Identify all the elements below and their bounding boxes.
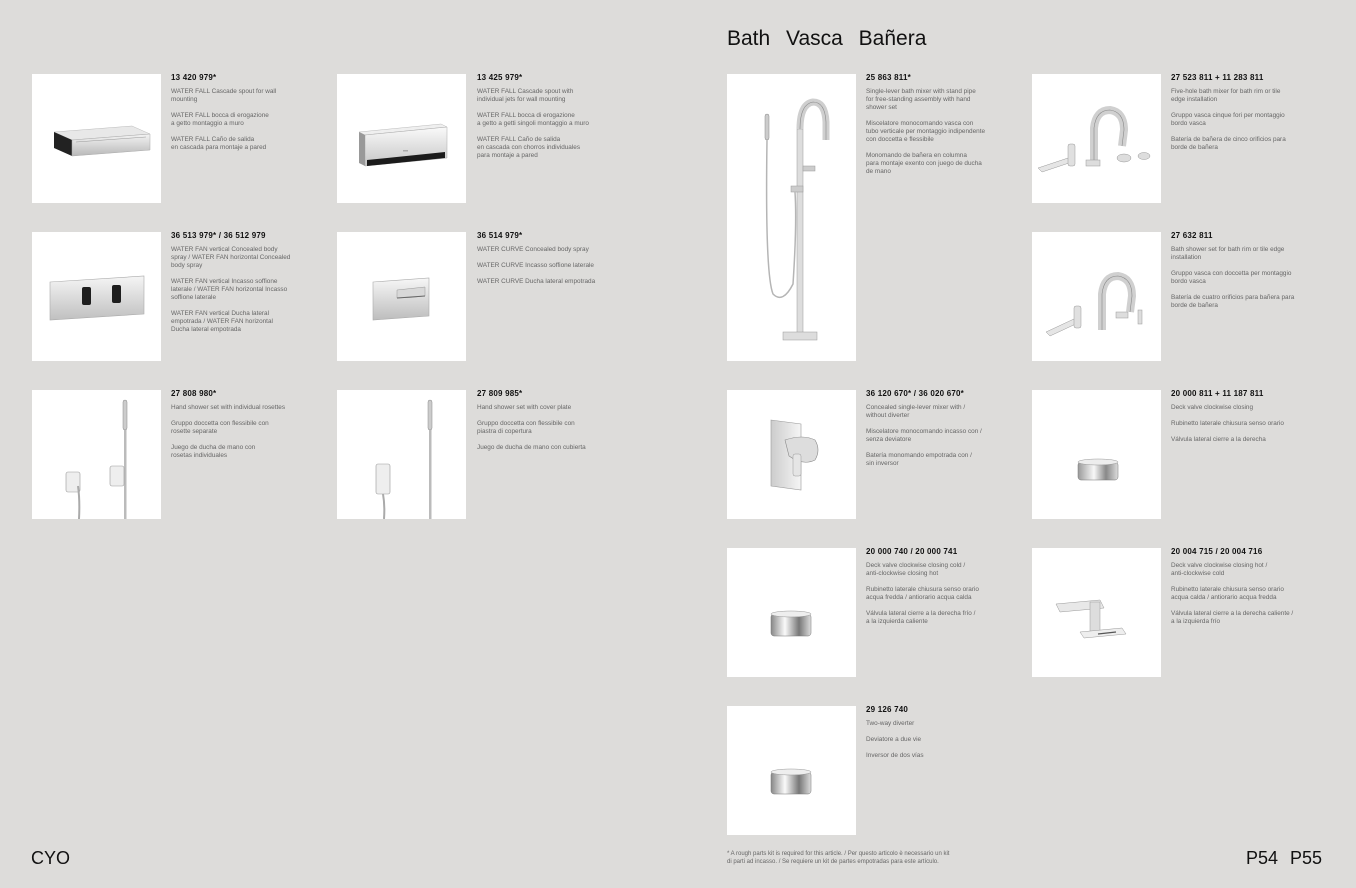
description-es: Válvula lateral cierre a la derecha xyxy=(1171,436,1266,443)
hand-shower-plate-icon xyxy=(337,390,466,519)
description-en: Two-way diverter xyxy=(866,720,915,727)
description-en: WATER FALL Cascade spout for wall mounting xyxy=(171,88,277,103)
description-en: Deck valve clockwise closing xyxy=(1171,404,1254,411)
product-image xyxy=(1032,548,1161,677)
product-code: 20 004 715 / 20 004 716 xyxy=(1171,547,1263,556)
product-code: 20 000 740 / 20 000 741 xyxy=(866,547,958,556)
description-it: Gruppo doccetta con flessibile con piastra di copertura xyxy=(477,420,575,435)
product-code: 27 809 985* xyxy=(477,389,523,398)
deck-valve-lever-icon xyxy=(1032,548,1161,677)
description-it: Miscelatore monocomando incasso con / senza deviatore xyxy=(866,428,982,443)
deck-valve-icon xyxy=(1032,390,1161,519)
description-en: Hand shower set with cover plate xyxy=(477,404,572,411)
description-es: WATER FALL Caño de salida en cascada con chorros individuales para montaje a pared xyxy=(477,136,581,159)
footnote: * A rough parts kit is required for this article. / Per questo articolo è necessario un kit di parti ad incasso. / Se requiere un kit de partes empotradas para este artículo. xyxy=(727,851,950,865)
product-code: 36 120 670* / 36 020 670* xyxy=(866,389,964,398)
description-it: WATER FAN vertical Incasso soffione laterale / WATER FAN horizontal Incasso soffione laterale xyxy=(171,278,288,301)
product-code: 20 000 811 + 11 187 811 xyxy=(1171,389,1264,398)
product-image xyxy=(337,232,466,361)
product-code: 27 808 980* xyxy=(171,389,217,398)
product-info xyxy=(866,389,1006,476)
description-it: Rubinetto laterale chiusura senso orario xyxy=(1171,420,1284,427)
description-es: Batería de cuatro orificios para bañera para borde de bañera xyxy=(1171,294,1295,309)
product-info xyxy=(1171,231,1311,318)
description-es: WATER CURVE Ducha lateral empotrada xyxy=(477,278,596,285)
description-es: Válvula lateral cierre a la derecha frío / a la izquierda caliente xyxy=(866,610,976,625)
product-image xyxy=(1032,232,1161,361)
product-code: 13 420 979* xyxy=(171,73,217,82)
description-es: Batería de bañera de cinco orificios para borde de bañera xyxy=(1171,136,1286,151)
two-way-diverter-icon xyxy=(727,706,856,835)
description-it: Gruppo vasca con doccetta per montaggio bordo vasca xyxy=(1171,270,1292,285)
description-it: Miscelatore monocomando vasca con tubo verticale per montaggio indipendente con doccetta e flessibile xyxy=(866,120,986,143)
section-title: Bath Vasca Bañera xyxy=(727,27,927,50)
product-info xyxy=(477,389,617,460)
product-info xyxy=(866,547,1006,634)
product-code: 29 126 740 xyxy=(866,705,909,714)
product-image xyxy=(32,232,161,361)
hand-shower-set-icon xyxy=(32,390,161,519)
description-es: WATER FALL Caño de salida en cascada para montaje a pared xyxy=(171,136,267,151)
description-es: Válvula lateral cierre a la derecha caliente / a la izquierda frío xyxy=(1171,610,1294,625)
free-standing-bath-mixer-icon xyxy=(727,74,856,361)
description-en: WATER CURVE Concealed body spray xyxy=(477,246,589,253)
product-info xyxy=(866,705,1006,768)
description-it: WATER FALL bocca di erogazione a getto a getti singoli montaggio a muro xyxy=(477,112,589,127)
description-it: Gruppo vasca cinque fori per montaggio bordo vasca xyxy=(1171,112,1285,127)
product-info xyxy=(866,73,1006,184)
description-it: Deviatore a due vie xyxy=(866,736,922,743)
product-code: 36 513 979* / 36 512 979 xyxy=(171,231,266,240)
product-code: 25 863 811* xyxy=(866,73,911,82)
product-image xyxy=(727,390,856,519)
description-en: Bath shower set for bath rim or tile edge installation xyxy=(1171,246,1285,261)
description-it: Gruppo doccetta con flessibile con rosette separate xyxy=(171,420,269,435)
curve-body-spray-icon xyxy=(337,232,466,361)
product-code: 36 514 979* xyxy=(477,231,523,240)
product-image xyxy=(727,548,856,677)
page-number-left: P54 xyxy=(1245,848,1278,868)
description-it: Rubinetto laterale chiusura senso orario acqua fredda / antiorario acqua calda xyxy=(866,586,979,601)
product-image xyxy=(337,390,466,519)
description-en: Deck valve clockwise closing hot / anti-clockwise cold xyxy=(1171,562,1268,577)
description-it: WATER FALL bocca di erogazione a getto montaggio a muro xyxy=(171,112,269,127)
product-info xyxy=(477,231,617,294)
description-it: Rubinetto laterale chiusura senso orario acqua calda / antiorario acqua fredda xyxy=(1171,586,1284,601)
product-info xyxy=(1171,73,1311,160)
product-info xyxy=(477,73,617,168)
description-it: WATER CURVE Incasso soffione laterale xyxy=(477,262,594,269)
product-code: 27 523 811 + 11 283 811 xyxy=(1171,73,1264,82)
deck-valve-round-icon xyxy=(727,548,856,677)
brand-name: CYO xyxy=(31,848,71,868)
description-en: Five-hole bath mixer for bath rim or tile edge installation xyxy=(1171,88,1281,103)
product-info xyxy=(171,73,311,160)
description-es: Juego de ducha de mano con rosetas individuales xyxy=(171,444,256,459)
product-info xyxy=(171,389,311,468)
description-es: Batería monomando empotrada con / sin inversor xyxy=(866,452,972,467)
product-code: 13 425 979* xyxy=(477,73,523,82)
description-en: WATER FALL Cascade spout with individual jets for wall mounting xyxy=(477,88,574,103)
description-en: Hand shower set with individual rosettes xyxy=(171,404,286,411)
product-info xyxy=(1171,547,1311,634)
description-es: Inversor de dos vías xyxy=(866,752,924,759)
page-number-right: P55 xyxy=(1289,848,1322,868)
page-numbers xyxy=(1234,848,1322,869)
description-es: Juego de ducha de mano con cubierta xyxy=(477,444,586,451)
product-image xyxy=(727,706,856,835)
product-info xyxy=(1171,389,1311,452)
product-code: 27 632 811 xyxy=(1171,231,1213,240)
body-spray-panel-icon xyxy=(32,232,161,361)
five-hole-bath-mixer-icon xyxy=(1032,74,1161,203)
product-image xyxy=(1032,390,1161,519)
product-image xyxy=(32,74,161,203)
description-en: Concealed single-lever mixer with / without diverter xyxy=(866,404,966,419)
product-info xyxy=(171,231,311,342)
product-image xyxy=(32,390,161,519)
product-image xyxy=(337,74,466,203)
cascade-spout-jets-icon xyxy=(337,74,466,203)
description-es: WATER FAN vertical Ducha lateral empotrada / WATER FAN horizontal Ducha lateral empotrada xyxy=(171,310,273,333)
product-image xyxy=(727,74,856,361)
concealed-mixer-icon xyxy=(727,390,856,519)
description-en: Deck valve clockwise closing cold / anti-clockwise closing hot xyxy=(866,562,966,577)
product-image xyxy=(1032,74,1161,203)
description-en: Single-lever bath mixer with stand pipe for free-standing assembly with hand shower set xyxy=(866,88,976,111)
description-es: Monomando de bañera en columna para montaje exento con juego de ducha de mano xyxy=(866,152,982,175)
description-en: WATER FAN vertical Concealed body spray / WATER FAN horizontal Concealed body spray xyxy=(171,246,291,269)
cascade-spout-icon xyxy=(32,74,161,203)
bath-shower-set-icon xyxy=(1032,232,1161,361)
